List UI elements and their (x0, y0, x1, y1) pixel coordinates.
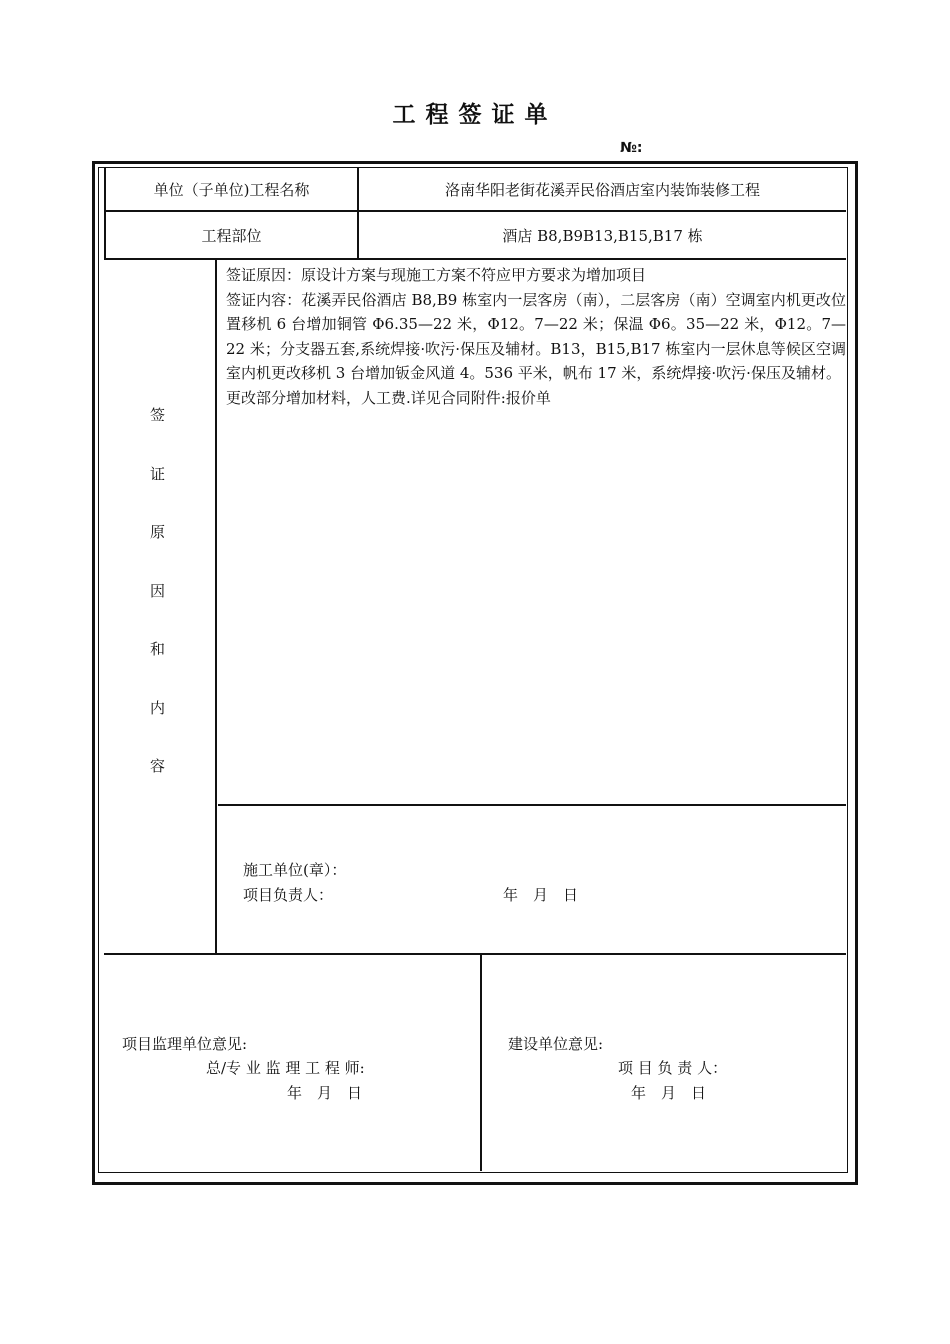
owner-opinion-label: 建设单位意见: (508, 1035, 604, 1053)
contractor-manager-label: 项目负责人： (243, 886, 334, 904)
side-label-char: 签 (150, 406, 166, 424)
project-name-value: 洛南华阳老街花溪弄民俗酒店室内装饰装修工程 (444, 181, 760, 199)
owner-date: 年 月 日 (631, 1084, 707, 1102)
owner-manager-label: 项 目 负 责 人： (618, 1059, 728, 1077)
opinion-column-divider (480, 955, 482, 1171)
change-note: 更改部分增加材料，人工费.详见合同附件:报价单 (226, 388, 551, 407)
side-label-char: 内 (150, 699, 166, 717)
inner-left-line (98, 167, 99, 1173)
row-divider-3 (218, 804, 846, 806)
side-label-char: 和 (150, 640, 166, 658)
supervision-engineer-label: 总/专 业 监 理 工 程 师: (206, 1059, 365, 1077)
supervision-date: 年 月 日 (287, 1084, 363, 1102)
reason-content (226, 263, 846, 410)
side-label-char: 原 (150, 523, 166, 541)
content-paragraph: 签证内容：花溪弄民俗酒店 B8,B9 栋室内一层客房（南），二层客房（南）空调室内机更改位置移机 6 台增加铜管 Φ6.35—22 米，Φ12。7—22 米；保温 Φ6。35—22 米，Φ12。7—22 米；分支器五套,系统焊接·吹污·保压及辅材。B13，B15,B17 栋室内一层休息等候区空调室内机更改移机 3 台增加钣金风道 4。536 平米，帆布 17 米，系统焊接·吹污·保压及辅材。 (226, 290, 846, 382)
document-title: 工程签证单 (392, 102, 558, 128)
project-part-value: 酒店 B8,B9B13,B15,B17 栋 (502, 226, 703, 245)
reason-line: 签证原因：原设计方案与现施工方案不符应甲方要求为增加项目 (226, 266, 647, 284)
inner-right-line (847, 167, 848, 1173)
side-label-char: 证 (150, 465, 166, 483)
inner-bottom-line (98, 1172, 848, 1173)
inner-top-line (98, 167, 848, 168)
contractor-date: 年 月 日 (503, 886, 579, 904)
reason-column-divider (215, 258, 217, 955)
side-label-char: 容 (150, 757, 166, 775)
document-number-label: №: (620, 140, 643, 156)
contractor-unit-label: 施工单位(章）： (243, 861, 347, 879)
project-name-label: 单位（子单位)工程名称 (153, 181, 310, 199)
supervision-opinion-label: 项目监理单位意见: (122, 1035, 248, 1053)
project-part-label: 工程部位 (201, 226, 262, 245)
side-label-char: 因 (150, 582, 166, 600)
